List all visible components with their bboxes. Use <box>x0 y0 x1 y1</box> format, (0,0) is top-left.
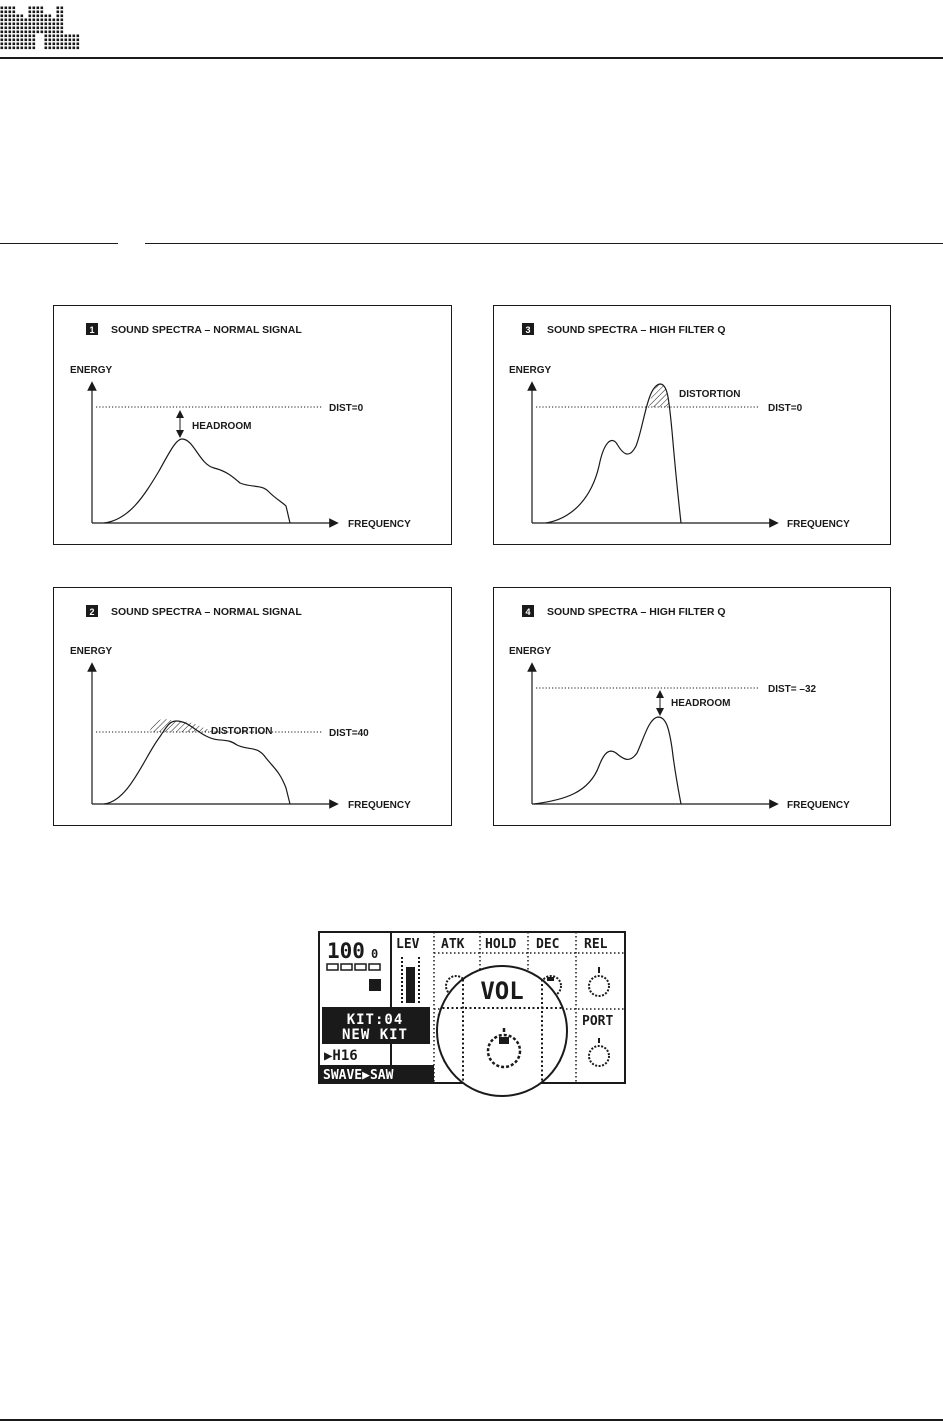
spectrum-panel-3 <box>493 305 891 545</box>
tempo-suffix: 0 <box>371 947 379 961</box>
y-axis-label: ENERGY <box>509 365 552 376</box>
spectrum-panel-2 <box>53 587 452 826</box>
pattern-label: ▶H16 <box>324 1048 358 1064</box>
param-atk: ATK <box>441 937 465 952</box>
annotation-label: DISTORTION <box>211 726 273 737</box>
panel-title: SOUND SPECTRA – NORMAL SIGNAL <box>111 324 302 336</box>
panel-title: SOUND SPECTRA – NORMAL SIGNAL <box>111 606 302 618</box>
x-axis-label: FREQUENCY <box>348 519 411 530</box>
panel-title: SOUND SPECTRA – HIGH FILTER Q <box>547 606 726 618</box>
dist-label: DIST= –32 <box>768 684 817 695</box>
kit-line-1: KIT:04 <box>346 1012 404 1028</box>
annotation-label: DISTORTION <box>679 389 741 400</box>
panel-number: 4 <box>525 607 531 617</box>
section-rule-right <box>145 243 943 244</box>
panel-number: 2 <box>89 607 95 617</box>
param-dec: DEC <box>536 937 560 952</box>
param-port: PORT <box>582 1014 614 1029</box>
spectrum-panel-1 <box>53 305 452 545</box>
footer-rule <box>0 1419 943 1421</box>
status-square <box>369 979 381 991</box>
tempo-value: 100 <box>327 939 365 963</box>
y-axis-label: ENERGY <box>70 646 113 657</box>
elektron-logo-icon <box>0 6 80 50</box>
panel-number: 1 <box>89 325 95 335</box>
dist-label: DIST=40 <box>329 728 369 739</box>
spectrum-panel-4 <box>493 587 891 826</box>
zoom-label: VOL <box>480 977 524 1005</box>
lcd-screen-illustration <box>318 931 626 1097</box>
zoom-magnifier <box>437 966 568 1096</box>
x-axis-label: FREQUENCY <box>787 519 850 530</box>
annotation-label: HEADROOM <box>192 421 252 432</box>
y-axis-label: ENERGY <box>509 646 552 657</box>
param-hold: HOLD <box>485 937 517 952</box>
header-rule <box>0 57 943 59</box>
status-text: SWAVE▶SAW <box>323 1068 394 1083</box>
spectrum-curve <box>534 717 681 804</box>
panel-number: 3 <box>525 325 531 335</box>
x-axis-label: FREQUENCY <box>787 800 850 811</box>
annotation-label: HEADROOM <box>671 698 731 709</box>
y-axis-label: ENERGY <box>70 365 113 376</box>
x-axis-label: FREQUENCY <box>348 800 411 811</box>
spectrum-curve <box>104 439 290 523</box>
panel-title: SOUND SPECTRA – HIGH FILTER Q <box>547 324 726 336</box>
dist-label: DIST=0 <box>768 403 803 414</box>
dist-label: DIST=0 <box>329 403 364 414</box>
param-rel: REL <box>584 937 608 952</box>
section-rule-left <box>0 243 118 244</box>
distortion-hatch <box>649 384 669 407</box>
kit-line-2: NEW KIT <box>341 1027 409 1043</box>
param-lev: LEV <box>396 937 420 952</box>
